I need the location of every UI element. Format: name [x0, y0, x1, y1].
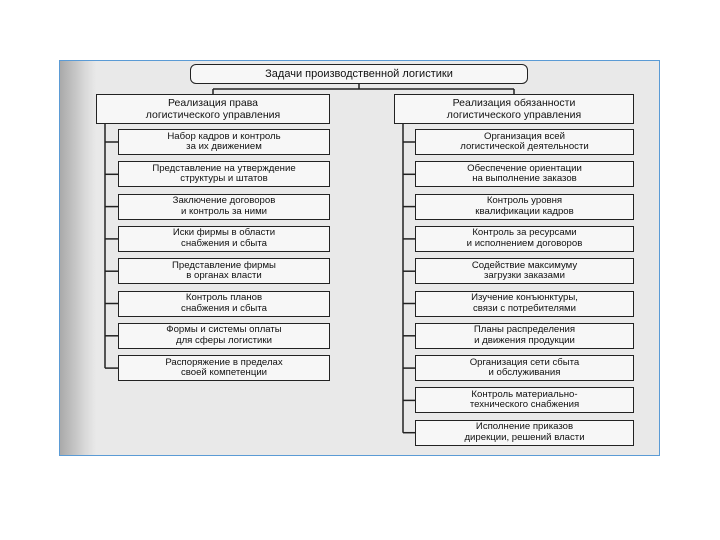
diagram-scan: [59, 60, 660, 456]
right-branch-header: Реализация обязанности логистического управления: [394, 94, 634, 124]
right-task-box: Организация сети сбыта и обслуживания: [415, 355, 634, 381]
left-task-box: Формы и системы оплаты для сферы логистики: [118, 323, 330, 349]
right-task-box: Контроль за ресурсами и исполнением договоров: [415, 226, 634, 252]
diagram-title: Задачи производственной логистики: [190, 64, 528, 84]
left-task-box: Распоряжение в пределах своей компетенции: [118, 355, 330, 381]
right-task-box: Содействие максимуму загрузки заказами: [415, 258, 634, 284]
right-task-box: Изучение конъюнктуры, связи с потребителями: [415, 291, 634, 317]
right-task-box: Планы распределения и движения продукции: [415, 323, 634, 349]
left-task-box: Иски фирмы в области снабжения и сбыта: [118, 226, 330, 252]
left-task-box: Представление на утверждение структуры и штатов: [118, 161, 330, 187]
left-task-box: Представление фирмы в органах власти: [118, 258, 330, 284]
right-task-box: Контроль материально- технического снабжения: [415, 387, 634, 413]
left-branch-header: Реализация права логистического управления: [96, 94, 330, 124]
left-task-box: Набор кадров и контроль за их движением: [118, 129, 330, 155]
right-task-box: Обеспечение ориентации на выполнение заказов: [415, 161, 634, 187]
left-task-box: Контроль планов снабжения и сбыта: [118, 291, 330, 317]
right-task-box: Контроль уровня квалификации кадров: [415, 194, 634, 220]
left-task-box: Заключение договоров и контроль за ними: [118, 194, 330, 220]
right-task-box: Исполнение приказов дирекции, решений власти: [415, 420, 634, 446]
right-task-box: Организация всей логистической деятельности: [415, 129, 634, 155]
